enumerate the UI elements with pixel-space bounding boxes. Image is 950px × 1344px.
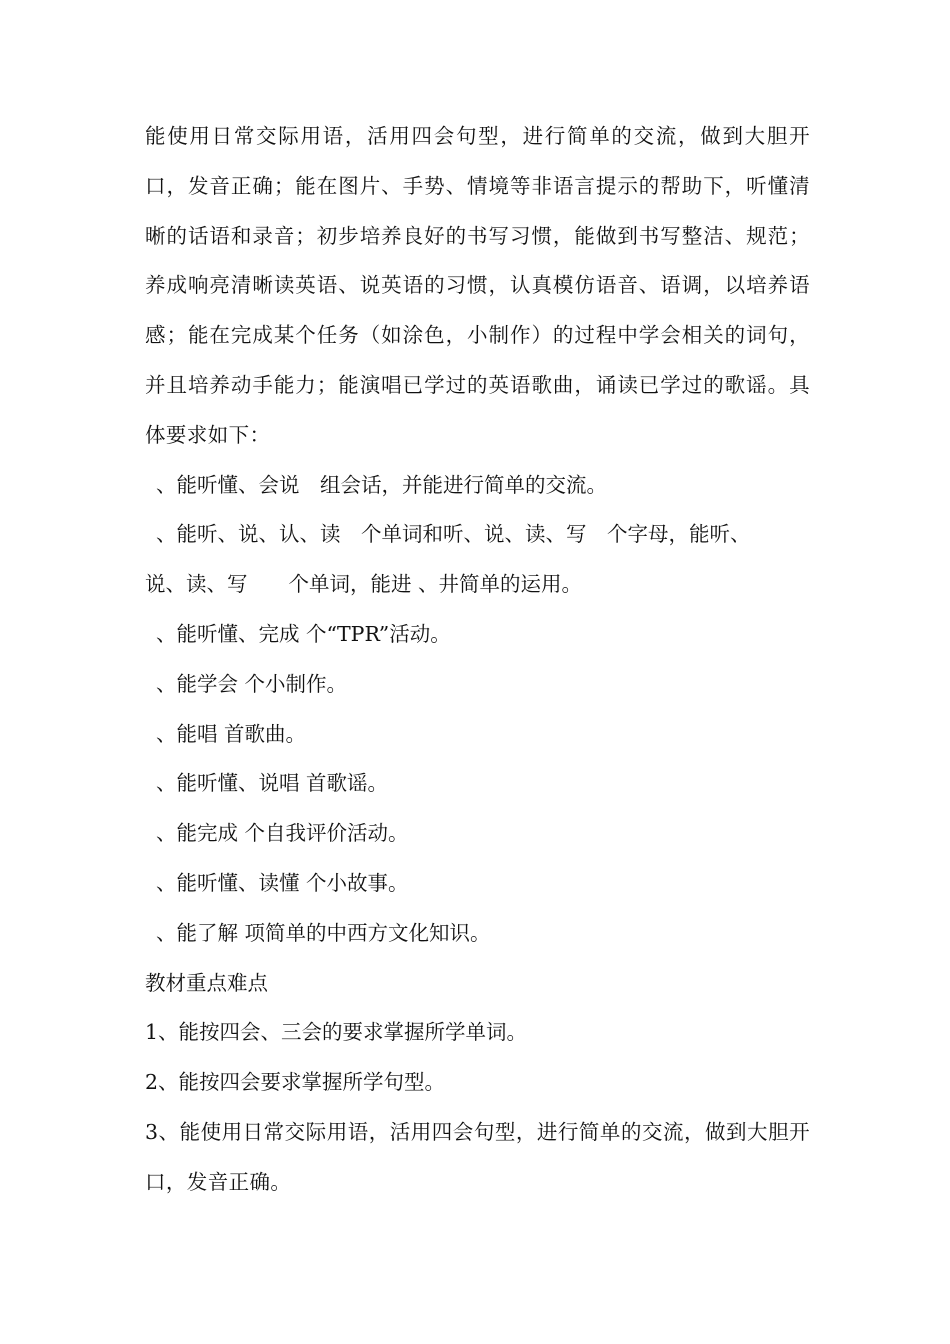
requirement-item-continuation: 说、读、写 个单词，能进 、井简单的运用。	[145, 572, 583, 597]
requirement-item: 、能听、说、认、读 个单词和听、说、读、写 个字母，能听、	[156, 522, 751, 547]
section-title: 教材重点难点	[145, 970, 268, 995]
requirement-item: 、能学会 个小制作。	[156, 671, 348, 696]
key-point-item: 1、能按四会、三会的要求掌握所学单词。	[145, 1020, 528, 1045]
requirement-item: 、能唱 首歌曲。	[156, 721, 307, 746]
requirement-item: 、能听懂、完成 个“TPR”活动。	[156, 621, 451, 646]
document-body	[145, 112, 810, 1208]
requirement-item: 、能听懂、读懂 个小故事。	[156, 870, 409, 895]
requirement-item: 、能听懂、说唱 首歌谣。	[156, 771, 389, 796]
requirement-item: 、能完成 个自我评价活动。	[156, 821, 409, 846]
key-point-item: 2、能按四会要求掌握所学句型。	[145, 1070, 446, 1095]
requirement-item: 、能听懂、会说 组会话，并能进行简单的交流。	[156, 472, 607, 497]
requirement-item: 、能了解 项简单的中西方文化知识。	[156, 920, 491, 945]
key-point-item: 3、能使用日常交际用语，活用四会句型，进行简单的交流，做到大胆开口，发音正确。	[145, 1119, 810, 1194]
intro-paragraph: 能使用日常交际用语，活用四会句型，进行简单的交流，做到大胆开口，发音正确；能在图片、手势、情境等非语言提示的帮助下，听懂清晰的话语和录音；初步培养良好的书写习惯，能做到书写整洁、规范；养成响亮清晰读英语、说英语的习惯，认真模仿语音、语调，以培养语感；能在完成某个任务（如涂色，小制作）的过程中学会相关的词句，并且培养动手能力；能演唱已学过的英语歌曲，诵读已学过的歌谣。具体要求如下：	[145, 124, 810, 447]
